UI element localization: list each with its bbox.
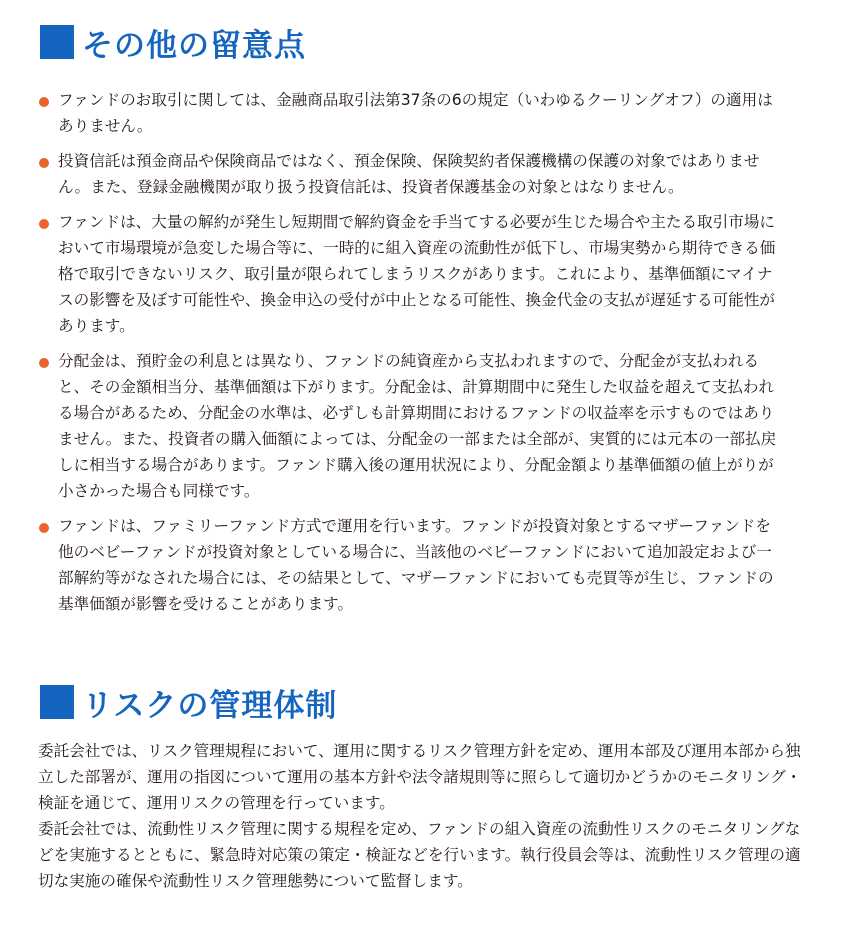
bullet-dot-icon xyxy=(39,219,49,229)
bullet-dot-icon xyxy=(39,97,49,107)
section-title: その他の留意点 xyxy=(82,27,306,64)
list-item xyxy=(38,148,782,200)
heading-square-icon xyxy=(40,685,74,719)
bullet-dot-icon xyxy=(39,523,49,533)
list-item xyxy=(38,348,782,504)
heading-square-icon xyxy=(40,25,74,59)
list-item-text: ファンドは、大量の解約が発生し短期間で解約資金を手当てする必要が生じた場合や主たる取引市場において市場環境が急変した場合等に、一時的に組入資産の流動性が低下し、市場実勢から期待できる価格で取引できないリスク、取引量が限られてしまうリスクがあります。これにより、基準価額にマイナスの影響を及ぼす可能性や、換金申込の受付が中止となる可能性、換金代金の支払が遅延する可能性があります。 xyxy=(58,213,776,335)
list-item xyxy=(38,87,782,139)
notes-list xyxy=(38,87,782,626)
list-item-text: ファンドは、ファミリーファンド方式で運用を行います。ファンドが投資対象とするマザーファンドを他のベビーファンドが投資対象としている場合に、当該他のベビーファンドにおいて追加設定および一部解約等がなされた場合には、その結果として、マザーファンドにおいても売買等が生じ、ファンドの基準価額が影響を受けることがあります。 xyxy=(58,517,774,613)
bullet-dot-icon xyxy=(39,358,49,368)
section-heading-other-notes xyxy=(40,22,306,62)
list-item xyxy=(38,209,782,339)
risk-management-body xyxy=(38,738,802,894)
list-item-text: ファンドのお取引に関しては、金融商品取引法第37条の6の規定（いわゆるクーリングオフ）の適用はありません。 xyxy=(58,91,773,135)
paragraph: 委託会社では、流動性リスク管理に関する規程を定め、ファンドの組入資産の流動性リスクのモニタリングなどを実施するとともに、緊急時対応策の策定・検証などを行います。執行役員会等は、流動性リスク管理の適切な実施の確保や流動性リスク管理態勢について監督します。 xyxy=(38,820,801,890)
section-heading-risk-management xyxy=(40,682,337,722)
section-title: リスクの管理体制 xyxy=(82,687,338,724)
list-item xyxy=(38,513,782,617)
list-item-text: 分配金は、預貯金の利息とは異なり、ファンドの純資産から支払われますので、分配金が支払われると、その金額相当分、基準価額は下がります。分配金は、計算期間中に発生した収益を超えて支払われる場合があるため、分配金の水準は、必ずしも計算期間におけるファンドの収益率を示すものではありません。また、投資者の購入価額によっては、分配金の一部または全部が、実質的には元本の一部払戻しに相当する場合があります。ファンド購入後の運用状況により、分配金額より基準価額の値上がりが小さかった場合も同様です。 xyxy=(58,352,777,500)
list-item-text: 投資信託は預金商品や保険商品ではなく、預金保険、保険契約者保護機構の保護の対象ではありません。また、登録金融機関が取り扱う投資信託は、投資者保護基金の対象とはなりません。 xyxy=(58,152,760,196)
bullet-dot-icon xyxy=(39,158,49,168)
paragraph: 委託会社では、リスク管理規程において、運用に関するリスク管理方針を定め、運用本部及び運用本部から独立した部署が、運用の指図について運用の基本方針や法令諸規則等に照らして適切かどうかのモニタリング・検証を通じて、運用リスクの管理を行っています。 xyxy=(38,742,802,812)
